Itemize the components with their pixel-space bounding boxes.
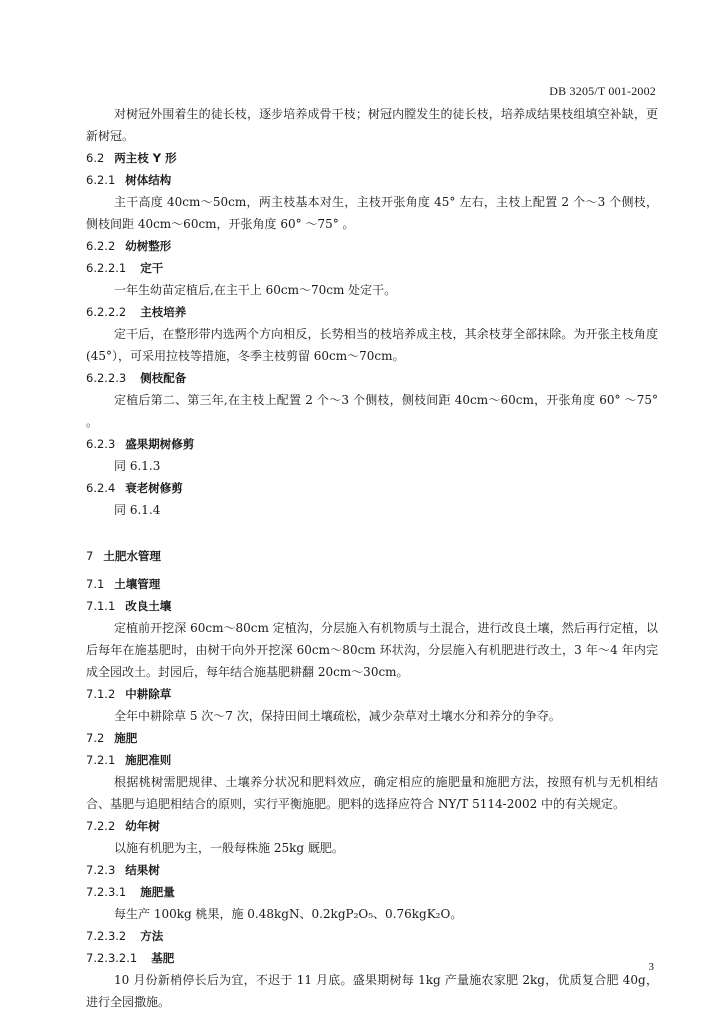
section-heading bbox=[86, 925, 658, 947]
section-number: 7.1 bbox=[86, 577, 105, 591]
section-title: 两主枝 Y 形 bbox=[114, 151, 177, 165]
section-title: 土壤管理 bbox=[114, 577, 161, 591]
section-number: 7.1.2 bbox=[86, 687, 116, 701]
section-heading bbox=[86, 433, 658, 455]
section-title: 施肥 bbox=[114, 731, 138, 745]
section-number: 6.2.3 bbox=[86, 437, 116, 451]
paragraph: 以施有机肥为主，一般每株施 25kg 厩肥。 bbox=[114, 841, 344, 855]
section-number: 7.2.2 bbox=[86, 819, 116, 833]
paragraph: 每生产 100kg 桃果，施 0.48kgN、0.2kgP₂O₅、0.76kgK₂O。 bbox=[114, 907, 463, 921]
paragraph: 根据桃树需肥规律、土壤养分状况和肥料效应，确定相应的施肥量和施肥方法，按照有机与无机相结合、基肥与追肥相结合的原则，实行平衡施肥。肥料的选择应符合 NY/T 5114-2002 中的有关规定。 bbox=[86, 775, 658, 811]
section-title: 幼年树 bbox=[125, 819, 160, 833]
page-number: 3 bbox=[648, 961, 654, 973]
section-title: 侧枝配备 bbox=[140, 371, 187, 385]
paragraph: 全年中耕除草 5 次～7 次，保持田间土壤疏松，减少杂草对土壤水分和养分的争夺。 bbox=[114, 709, 561, 723]
section-title: 施肥量 bbox=[140, 885, 175, 899]
section-title: 定干 bbox=[140, 261, 164, 275]
paragraph: 一年生幼苗定植后,在主干上 60cm～70cm 处定干。 bbox=[114, 283, 397, 297]
section-title: 改良土壤 bbox=[125, 599, 172, 613]
section-heading bbox=[86, 367, 658, 389]
section-number: 7.2 bbox=[86, 731, 105, 745]
section-heading bbox=[86, 947, 658, 969]
section-heading bbox=[86, 815, 658, 837]
section-number: 7.2.3.2.1 bbox=[86, 951, 138, 965]
section-heading bbox=[86, 169, 658, 191]
section-number: 7.2.3.1 bbox=[86, 885, 127, 899]
section-number: 6.2.2.2 bbox=[86, 305, 127, 319]
section-title: 基肥 bbox=[151, 951, 175, 965]
section-title: 土肥水管理 bbox=[103, 549, 161, 563]
section-number: 7.2.3.2 bbox=[86, 929, 127, 943]
paragraph: 定植前开挖深 60cm～80cm 定植沟，分层施入有机物质与土混合，进行改良土壤，然后再行定植，以后每年在施基肥时，由树干向外开挖深 60cm～80cm 环状沟，分层施入有机肥进行改土，3 年～4 年内完成全园改土。封园后，每年结合施基肥耕翻 20cm～30cm。 bbox=[86, 621, 658, 679]
section-heading bbox=[86, 573, 658, 595]
section-number: 7.1.1 bbox=[86, 599, 116, 613]
section-heading bbox=[86, 859, 658, 881]
section-number: 7.2.3 bbox=[86, 863, 116, 877]
paragraph: 定干后，在整形带内选两个方向相反，长势相当的枝培养成主枝，其余枝芽全部抹除。为开张主枝角度(45°），可采用拉枝等措施，冬季主枝剪留 60cm～70cm。 bbox=[86, 327, 658, 363]
document-code-header: DB 3205/T 001-2002 bbox=[549, 84, 656, 98]
section-number: 6.2.2.3 bbox=[86, 371, 127, 385]
section-number: 6.2.1 bbox=[86, 173, 116, 187]
paragraph: 主干高度 40cm～50cm，两主枝基本对生，主枝开张角度 45° 左右，主枝上配置 2 个～3 个侧枝，侧枝间距 40cm～60cm，开张角度 60° ～75° 。 bbox=[86, 195, 658, 231]
section-heading bbox=[86, 235, 658, 257]
section-title: 结果树 bbox=[125, 863, 160, 877]
section-title: 方法 bbox=[140, 929, 164, 943]
paragraph: 10 月份新梢停长后为宜，不迟于 11 月底。盛果期树每 1kg 产量施农家肥 2kg，优质复合肥 40g，进行全园撒施。 bbox=[86, 973, 658, 1009]
section-heading bbox=[86, 301, 658, 323]
section-title: 树体结构 bbox=[125, 173, 172, 187]
section-heading bbox=[86, 257, 658, 279]
section-title: 中耕除草 bbox=[125, 687, 172, 701]
section-heading bbox=[86, 595, 658, 617]
section-number: 6.2 bbox=[86, 151, 105, 165]
paragraph: 定植后第二、第三年,在主枝上配置 2 个～3 个侧枝，侧枝间距 40cm～60cm，开张角度 60° ～75° 。 bbox=[86, 393, 658, 429]
section-heading bbox=[86, 683, 658, 705]
section-title: 衰老树修剪 bbox=[125, 481, 183, 495]
section-heading bbox=[86, 147, 658, 169]
section-number: 7 bbox=[86, 549, 94, 563]
section-heading bbox=[86, 881, 658, 903]
paragraph: 对树冠外围着生的徒长枝，逐步培养成骨干枝；树冠内膛发生的徒长枝，培养成结果枝组填空补缺，更新树冠。 bbox=[86, 107, 658, 143]
section-number: 6.2.2 bbox=[86, 239, 116, 253]
paragraph: 同 6.1.4 bbox=[114, 503, 161, 517]
section-title: 盛果期树修剪 bbox=[125, 437, 195, 451]
section-number: 7.2.1 bbox=[86, 753, 116, 767]
section-title: 施肥准则 bbox=[125, 753, 172, 767]
section-heading bbox=[86, 749, 658, 771]
section-title: 主枝培养 bbox=[140, 305, 187, 319]
section-heading bbox=[86, 727, 658, 749]
section-title: 幼树整形 bbox=[125, 239, 172, 253]
section-heading bbox=[86, 477, 658, 499]
section-number: 6.2.2.1 bbox=[86, 261, 127, 275]
paragraph: 同 6.1.3 bbox=[114, 459, 161, 473]
section-number: 6.2.4 bbox=[86, 481, 116, 495]
document-body bbox=[86, 103, 658, 1013]
chapter-heading bbox=[86, 545, 658, 567]
